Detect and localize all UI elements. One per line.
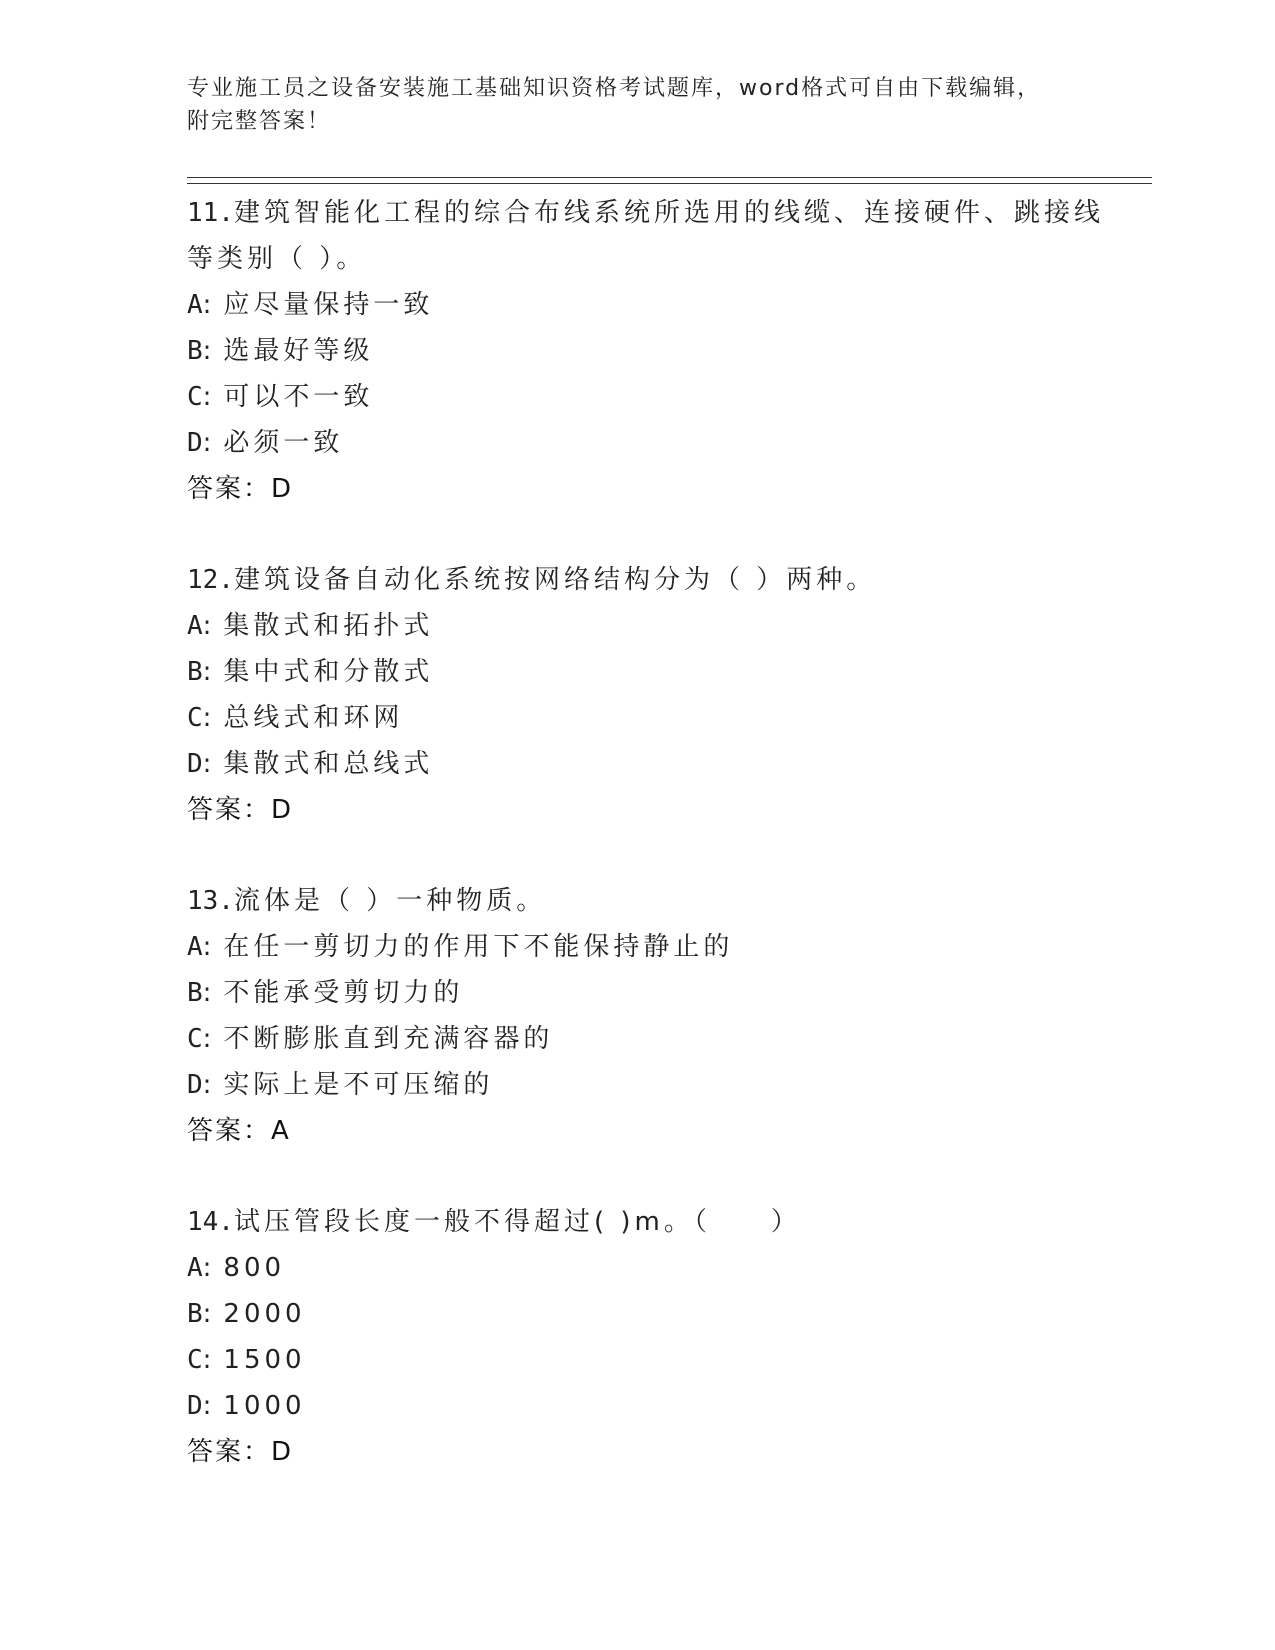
option-separator: : xyxy=(202,1391,212,1421)
option-letter: D xyxy=(187,428,203,458)
option-separator: : xyxy=(202,290,212,320)
question-number: 14. xyxy=(187,1207,234,1237)
option-letter: C xyxy=(187,703,203,733)
option-text: 1500 xyxy=(223,1345,306,1375)
option-text: 集散式和总线式 xyxy=(223,749,434,779)
option-letter: A xyxy=(187,932,203,962)
option-c xyxy=(187,374,1152,420)
header-line-1: 专业施工员之设备安装施工基础知识资格考试题库，word格式可自由下载编辑， xyxy=(187,76,1042,101)
option-b xyxy=(187,649,1152,695)
option-separator: : xyxy=(202,703,212,733)
answer-line xyxy=(187,466,1152,512)
option-letter: B xyxy=(187,1299,203,1329)
option-separator: : xyxy=(202,1253,212,1283)
option-text: 应尽量保持一致 xyxy=(223,290,434,320)
option-a xyxy=(187,1245,1152,1291)
option-separator: : xyxy=(202,749,212,779)
option-a xyxy=(187,603,1152,649)
question-stem-text: 试压管段长度一般不得超过( )m。（ ） xyxy=(233,1207,801,1237)
question-13 xyxy=(187,878,1152,1154)
option-separator: : xyxy=(202,1024,212,1054)
option-d xyxy=(187,741,1152,787)
question-list xyxy=(187,190,1152,1520)
option-letter: A xyxy=(187,611,203,641)
option-text: 总线式和环网 xyxy=(223,703,404,733)
option-a xyxy=(187,924,1152,970)
option-letter: C xyxy=(187,1024,203,1054)
option-text: 必须一致 xyxy=(223,428,344,458)
option-b xyxy=(187,328,1152,374)
answer-label: 答案： xyxy=(187,474,272,504)
answer-value: D xyxy=(271,1437,294,1467)
question-number: 13. xyxy=(187,886,234,916)
option-separator: : xyxy=(202,657,212,687)
option-letter: A xyxy=(187,290,203,320)
answer-value: D xyxy=(271,474,294,504)
option-text: 集散式和拓扑式 xyxy=(223,611,434,641)
question-stem xyxy=(187,878,1152,924)
document-header xyxy=(187,72,1087,138)
question-stem xyxy=(187,190,1152,236)
answer-label: 答案： xyxy=(187,1437,272,1467)
option-letter: D xyxy=(187,749,203,779)
answer-line xyxy=(187,1429,1152,1475)
option-letter: B xyxy=(187,657,203,687)
option-letter: B xyxy=(187,978,203,1008)
question-stem xyxy=(187,557,1152,603)
option-text: 1000 xyxy=(223,1391,306,1421)
option-d xyxy=(187,1383,1152,1429)
question-stem-text: 流体是（ ）一种物质。 xyxy=(233,886,547,916)
option-separator: : xyxy=(202,1070,212,1100)
option-separator: : xyxy=(202,1345,212,1375)
option-separator: : xyxy=(202,336,212,366)
option-text: 800 xyxy=(223,1253,286,1283)
option-text: 2000 xyxy=(223,1299,306,1329)
option-c xyxy=(187,1337,1152,1383)
option-text: 不能承受剪切力的 xyxy=(223,978,464,1008)
option-letter: D xyxy=(187,1391,203,1421)
option-text: 在任一剪切力的作用下不能保持静止的 xyxy=(223,932,734,962)
option-text: 实际上是不可压缩的 xyxy=(223,1070,494,1100)
option-c xyxy=(187,695,1152,741)
option-text: 不断膨胀直到充满容器的 xyxy=(223,1024,554,1054)
option-separator: : xyxy=(202,611,212,641)
option-d xyxy=(187,420,1152,466)
question-12 xyxy=(187,557,1152,833)
option-text: 可以不一致 xyxy=(223,382,374,412)
answer-line xyxy=(187,1108,1152,1154)
answer-label: 答案： xyxy=(187,1116,272,1146)
question-stem xyxy=(187,1199,1152,1245)
question-stem-continued: 等类别（ ）。 xyxy=(187,244,367,274)
question-number: 12. xyxy=(187,565,234,595)
header-divider-bottom xyxy=(187,183,1152,184)
answer-label: 答案： xyxy=(187,795,272,825)
option-letter: A xyxy=(187,1253,203,1283)
answer-line xyxy=(187,787,1152,833)
option-letter: D xyxy=(187,1070,203,1100)
question-number: 11. xyxy=(187,198,234,228)
option-d xyxy=(187,1062,1152,1108)
option-separator: : xyxy=(202,978,212,1008)
question-11 xyxy=(187,190,1152,512)
option-letter: C xyxy=(187,1345,203,1375)
option-letter: B xyxy=(187,336,203,366)
question-stem-text: 建筑智能化工程的综合布线系统所选用的线缆、连接硬件、跳接线 xyxy=(233,198,1104,228)
option-b xyxy=(187,1291,1152,1337)
header-line-2: 附完整答案！ xyxy=(187,109,332,134)
option-separator: : xyxy=(202,428,212,458)
answer-value: A xyxy=(271,1116,291,1146)
option-separator: : xyxy=(202,1299,212,1329)
option-text: 选最好等级 xyxy=(223,336,374,366)
option-separator: : xyxy=(202,932,212,962)
header-divider-top xyxy=(187,177,1152,178)
option-b xyxy=(187,970,1152,1016)
answer-value: D xyxy=(271,795,294,825)
option-text: 集中式和分散式 xyxy=(223,657,434,687)
option-letter: C xyxy=(187,382,203,412)
option-separator: : xyxy=(202,382,212,412)
question-14 xyxy=(187,1199,1152,1475)
option-c xyxy=(187,1016,1152,1062)
question-stem-text: 建筑设备自动化系统按网络结构分为（ ）两种。 xyxy=(233,565,877,595)
option-a xyxy=(187,282,1152,328)
